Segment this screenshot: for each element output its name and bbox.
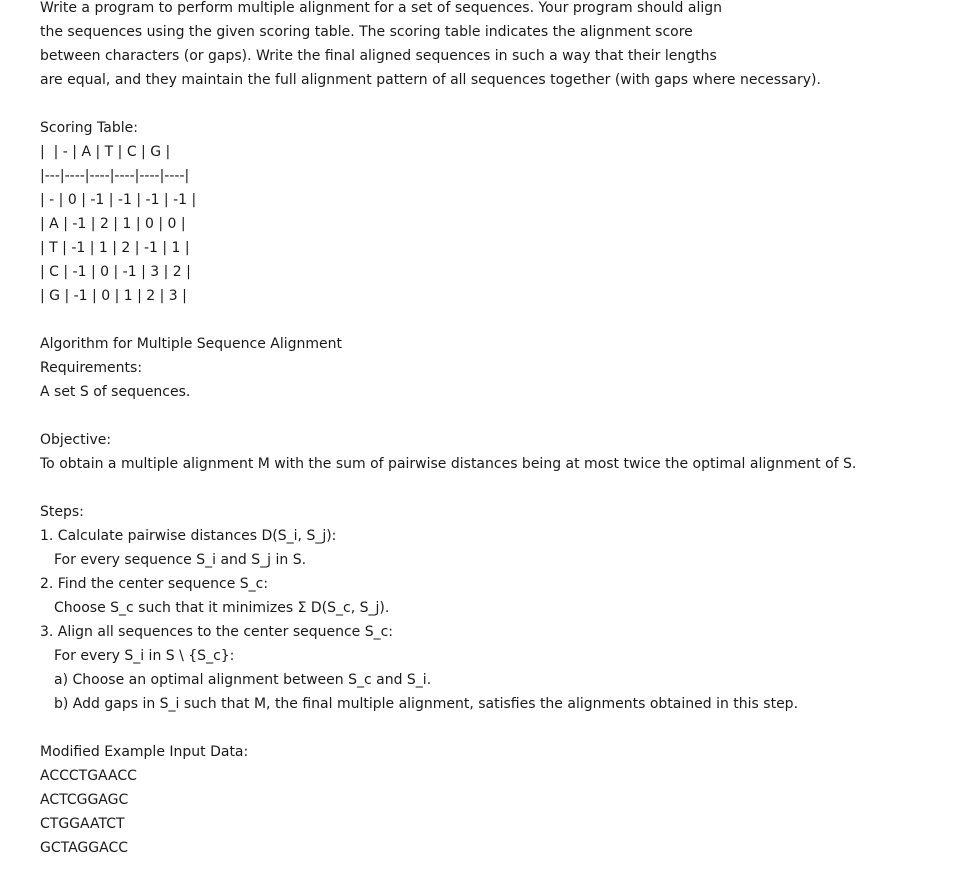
step-2-detail: Choose S_c such that it minimizes Σ D(S_c, S_j).: [54, 600, 390, 616]
step-3: 3. Align all sequences to the center sequence S_c:: [40, 624, 394, 640]
step-3-substep-b: b) Add gaps in S_i such that M, the final multiple alignment, satisfies the alignments obtained in this step.: [54, 696, 799, 712]
step-1: 1. Calculate pairwise distances D(S_i, S_j):: [40, 528, 337, 544]
example-sequence: GCTAGGACC: [40, 840, 128, 856]
step-1-detail: For every sequence S_i and S_j in S.: [54, 552, 307, 568]
intro-line: are equal, and they maintain the full alignment pattern of all sequences together (with gaps where necessary).: [40, 72, 821, 88]
example-label: Modified Example Input Data:: [40, 744, 249, 760]
scoring-table-section: [40, 116, 940, 308]
requirements-label: Requirements:: [40, 360, 143, 376]
requirements-text: A set S of sequences.: [40, 384, 191, 400]
intro-line: the sequences using the given scoring table. The scoring table indicates the alignment score: [40, 24, 693, 40]
example-sequence: ACCCTGAACC: [40, 768, 137, 784]
spacer: [40, 92, 940, 116]
spacer: [40, 716, 940, 740]
scoring-table-row: | - | 0 | -1 | -1 | -1 | -1 |: [40, 192, 197, 208]
intro-line: Write a program to perform multiple alignment for a set of sequences. Your program should align: [40, 0, 722, 16]
spacer: [40, 476, 940, 500]
scoring-table-row: | T | -1 | 1 | 2 | -1 | 1 |: [40, 240, 190, 256]
step-2: 2. Find the center sequence S_c:: [40, 576, 269, 592]
objective-section: [40, 428, 940, 476]
scoring-table-row: | A | -1 | 2 | 1 | 0 | 0 |: [40, 216, 186, 232]
example-sequence: CTGGAATCT: [40, 816, 125, 832]
scoring-table-row: | G | -1 | 0 | 1 | 2 | 3 |: [40, 288, 187, 304]
algorithm-section: [40, 332, 940, 404]
spacer: [40, 308, 940, 332]
objective-label: Objective:: [40, 432, 112, 448]
example-sequence: ACTCGGAGC: [40, 792, 129, 808]
scoring-table-separator-row: |---|----|----|----|----|----|: [40, 168, 190, 184]
steps-label: Steps:: [40, 504, 84, 520]
spacer: [40, 404, 940, 428]
intro-line: between characters (or gaps). Write the final aligned sequences in such a way that their lengths: [40, 48, 717, 64]
scoring-table-row: | C | -1 | 0 | -1 | 3 | 2 |: [40, 264, 191, 280]
step-3-detail: For every S_i in S \ {S_c}:: [54, 648, 235, 664]
objective-text: To obtain a multiple alignment M with the sum of pairwise distances being at most twice the optimal alignment of S.: [40, 456, 857, 472]
example-section: [40, 740, 940, 860]
document-body: [40, 0, 940, 860]
steps-section: [40, 500, 940, 716]
scoring-table-heading: Scoring Table:: [40, 120, 138, 136]
scoring-table-header-row: | | - | A | T | C | G |: [40, 144, 171, 160]
step-3-substep-a: a) Choose an optimal alignment between S_c and S_i.: [54, 672, 432, 688]
algorithm-title: Algorithm for Multiple Sequence Alignment: [40, 336, 343, 352]
